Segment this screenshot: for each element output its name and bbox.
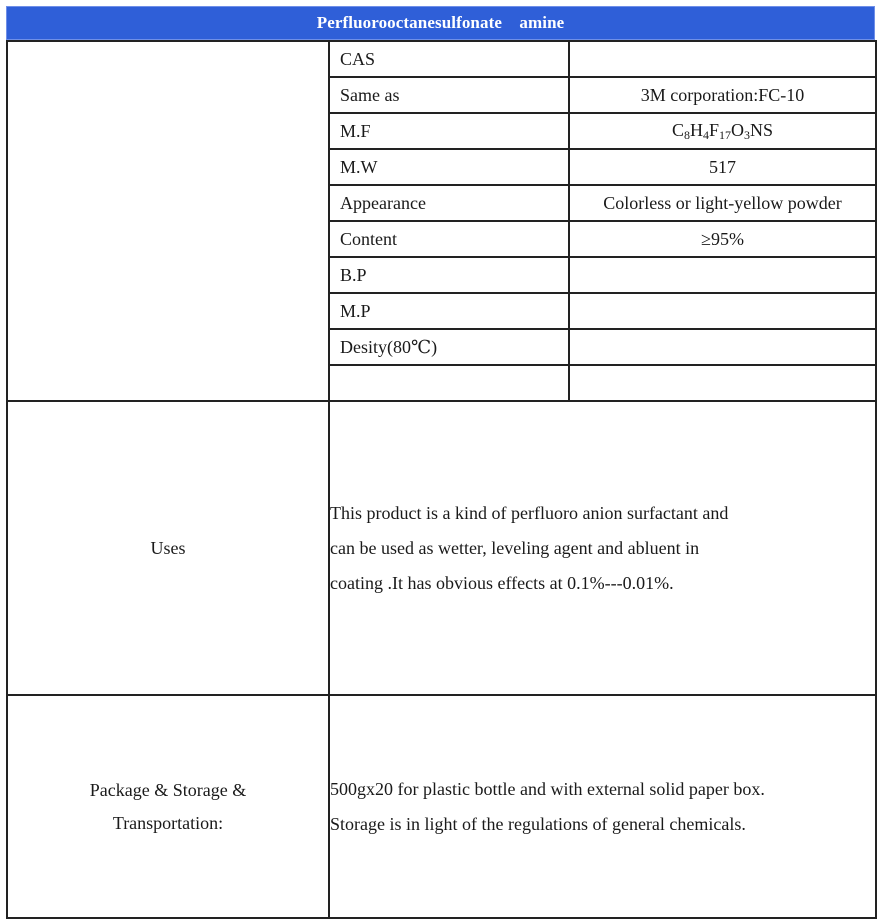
molecular-formula xyxy=(569,113,876,149)
property-value: Colorless or light-yellow powder xyxy=(569,185,876,221)
formula-part: NS xyxy=(750,119,774,140)
property-value xyxy=(569,41,876,77)
package-line: 500gx20 for plastic bottle and with external solid paper box. xyxy=(330,778,765,799)
property-value: 3M corporation:FC-10 xyxy=(569,77,876,113)
formula-subscript: 3 xyxy=(744,127,750,142)
property-label: Desity(80℃) xyxy=(329,329,569,365)
property-value xyxy=(569,365,876,401)
property-value xyxy=(569,257,876,293)
property-value xyxy=(569,293,876,329)
package-row xyxy=(7,695,876,918)
property-label: M.W xyxy=(329,149,569,185)
uses-row xyxy=(7,401,876,695)
formula-subscript: 8 xyxy=(683,127,690,142)
uses-line: coating .It has obvious effects at 0.1%---0.01%. xyxy=(330,572,674,593)
uses-line: can be used as wetter, leveling agent and abluent in xyxy=(330,537,700,558)
package-description xyxy=(329,695,876,918)
uses-line: This product is a kind of perfluoro anion surfactant and xyxy=(330,502,729,523)
property-label: Appearance xyxy=(329,185,569,221)
property-label xyxy=(329,365,569,401)
property-value xyxy=(569,329,876,365)
property-value: 517 xyxy=(569,149,876,185)
formula-subscript: 17 xyxy=(719,127,731,142)
property-label: M.F xyxy=(329,113,569,149)
formula-part: O xyxy=(731,119,744,140)
table-row xyxy=(7,41,876,77)
package-label-line: Transportation: xyxy=(112,812,224,833)
property-label: B.P xyxy=(329,257,569,293)
product-title-bar xyxy=(6,6,875,40)
formula-part: H xyxy=(689,119,703,140)
property-label: M.P xyxy=(329,293,569,329)
formula-subscript: 4 xyxy=(702,127,709,142)
formula-part: F xyxy=(708,119,719,140)
property-label: Content xyxy=(329,221,569,257)
uses-label: Uses xyxy=(7,401,329,695)
package-line: Storage is in light of the regulations of general chemicals. xyxy=(330,813,746,834)
product-title: Perfluorooctanesulfonate amine xyxy=(316,13,565,32)
spec-table xyxy=(6,40,877,919)
package-label xyxy=(7,695,329,918)
blank-image-cell xyxy=(7,41,329,401)
property-label: Same as xyxy=(329,77,569,113)
property-label: CAS xyxy=(329,41,569,77)
uses-description xyxy=(329,401,876,695)
property-value: ≥95% xyxy=(569,221,876,257)
package-label-line: Package & Storage & xyxy=(89,779,247,800)
formula-part: C xyxy=(671,119,684,140)
